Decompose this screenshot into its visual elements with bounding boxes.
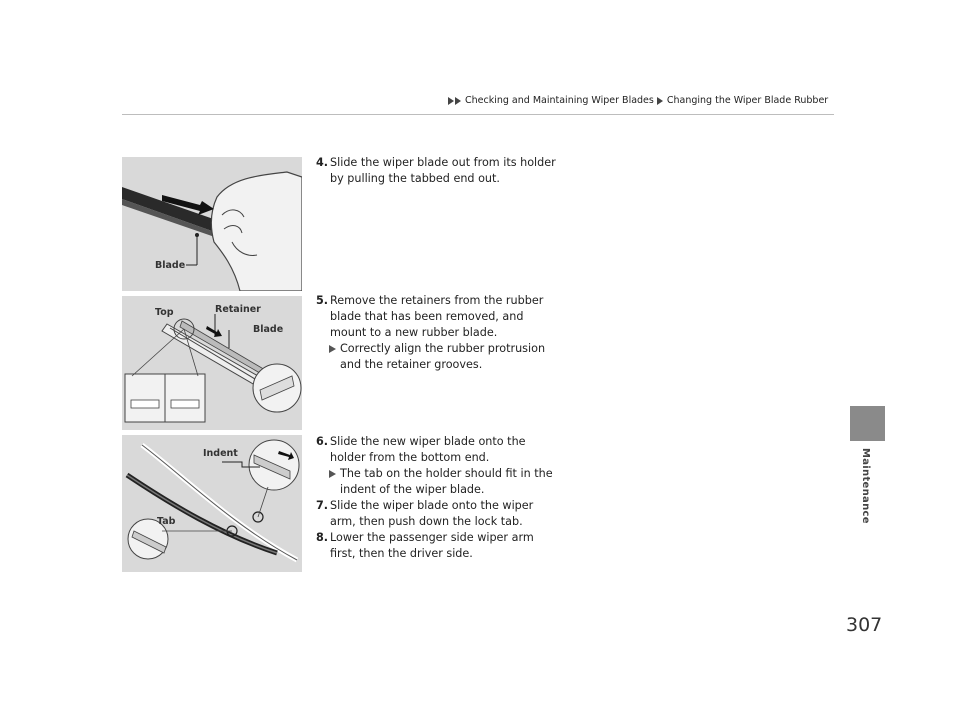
- breadcrumb-arrow-icon: [657, 97, 663, 105]
- step-note: Correctly align the rubber protrusion and the retainer grooves.: [340, 342, 546, 371]
- breadcrumb-page[interactable]: Changing the Wiper Blade Rubber: [666, 95, 829, 106]
- breadcrumb: [448, 95, 828, 106]
- bullet-arrow-icon: [329, 470, 336, 478]
- step-5: [316, 293, 562, 373]
- step-number: 5.: [316, 294, 329, 307]
- label-blade: Blade: [155, 260, 186, 271]
- breadcrumb-arrow-icon: [448, 97, 454, 105]
- breadcrumb-section[interactable]: Checking and Maintaining Wiper Blades: [465, 95, 654, 106]
- step-text: Slide the new wiper blade onto the holder from the bottom end.: [330, 435, 526, 464]
- step-number: 6.: [316, 435, 329, 448]
- step-4: [316, 155, 562, 187]
- section-tab-label: Maintenance: [860, 448, 871, 524]
- step-text: Remove the retainers from the rubber blade that has been removed, and mount to a new rubber blade.: [330, 294, 544, 339]
- label-top: Top: [155, 307, 174, 318]
- label-indent: Indent: [203, 448, 238, 459]
- figure-slide-blade-out: [122, 157, 302, 291]
- step-number: 4.: [316, 156, 329, 169]
- bullet-arrow-icon: [329, 345, 336, 353]
- figure-retainers: [122, 296, 302, 430]
- step-text: Slide the wiper blade out from its holder by pulling the tabbed end out.: [330, 156, 556, 185]
- figure-install-blade: [122, 435, 302, 572]
- breadcrumb-arrow-icon: [455, 97, 461, 105]
- retainer-illustration: [122, 296, 302, 430]
- label-tab: Tab: [157, 516, 176, 527]
- page-number: 307: [846, 614, 883, 636]
- step-text: Slide the wiper blade onto the wiper arm, then push down the lock tab.: [330, 499, 534, 528]
- step-note: The tab on the holder should fit in the indent of the wiper blade.: [340, 467, 553, 496]
- steps-6-8: [316, 434, 562, 562]
- step-text: Lower the passenger side wiper arm first, then the driver side.: [330, 531, 534, 560]
- section-tab-marker: [850, 406, 885, 441]
- wiper-hand-illustration: [122, 157, 302, 291]
- header-divider: [122, 114, 834, 115]
- step-number: 7.: [316, 499, 329, 512]
- label-retainer: Retainer: [215, 304, 261, 315]
- label-blade: Blade: [253, 324, 284, 335]
- step-number: 8.: [316, 531, 329, 544]
